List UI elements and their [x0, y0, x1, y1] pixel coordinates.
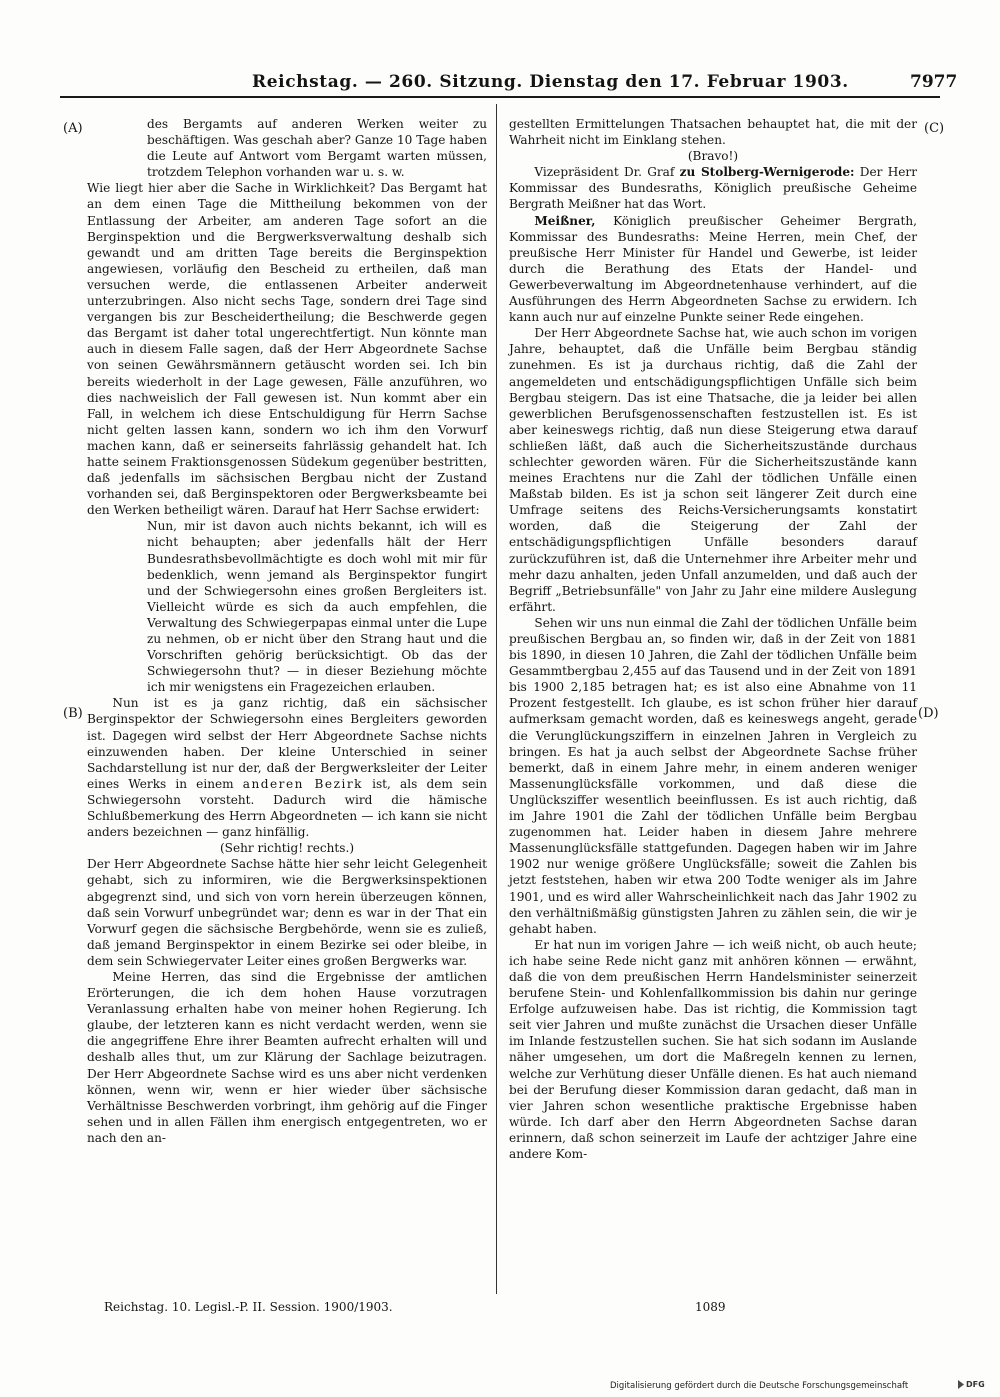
- right-paragraph-1: gestellten Ermittelungen Thatsachen behauptet hat, die mit der Wahrheit nicht im Einklang stehen.: [509, 117, 917, 148]
- right-column: [509, 116, 917, 1162]
- right-interjection: (Bravo!): [687, 149, 739, 164]
- right-paragraph-3: [509, 213, 917, 326]
- left-paragraph-3-part-a: Nun ist es ja ganz richtig, daß ein sächsischer Berginspektor der Schwiegersohn eines Bergleiters geworden ist. Dagegen wird selbst der Herr Abgeordnete Sachse nichts einzuwenden haben. Der kleine Unterschied in seiner Sachdarstellung ist nur der, daß der Bergwerksleiter der Leiter eines Werks in einem: [87, 696, 487, 791]
- speaker-name-president: zu Stolberg-Wernigerode:: [679, 165, 855, 180]
- right-paragraph-3-rest: Königlich preußischer Geheimer Bergrath, Kommissar des Bundesraths: Meine Herren, mein Chef, der preußische Herr Minister für Handel und Gewerbe, ist leider durch die Berathung des Etats der Handel- und Gewerbeverwaltung im Abgeordnetenhause verhindert, auf die Ausführungen des Herrn Abgeordneten Sachse zu erwidern. Ich kann auch nur auf einzelne Punkte seiner Rede eingehen.: [509, 213, 917, 325]
- dfg-wing-icon: [958, 1380, 964, 1389]
- right-paragraph-5: Sehen wir uns nun einmal die Zahl der tödlichen Unfälle beim preußischen Bergbau an, so finden wir, daß in der Zeit von 1881 bis 1890, in diesen 10 Jahren, die Zahl der tödlichen Unfälle beim Gesammtbergbau 2,455 auf das Tausend und in der Zeit von 1891 bis 1900 2,185 betragen hat; es ist also eine Abnahme von 11 Prozent festgestellt. Ich glaube, es ist schon früher hier darauf aufmerksam gemacht worden, daß es keineswegs angeht, gerade die Verunglückungsziffern in einzelnen Jahren in Vergleich zu bringen. Es hat ja auch selbst der Abgeordnete Sachse früher bemerkt, daß in einem Jahre mehr, in einem anderen weniger Massenunglücksfälle vorkommen, und daß diese die Unglücksziffer wesentlich beeinflussen. Es ist auch richtig, daß im Jahre 1901 die Zahl der tödlichen Unfälle beim Bergbau zugenommen hat. Leider haben in diesem Jahre mehrere Massenunglücksfälle stattgefunden. Dagegen haben wir im Jahre 1902 nur wenige größere Unglücksfälle; soweit die Zahlen bis jetzt feststehen, haben wir etwa 200 Todte weniger als im Jahre 1901, und es wird aller Wahrscheinlichkeit nach das Jahr 1902 zu den verhältnißmäßig günstigsten Jahren zu zählen sein, die wir je gehabt haben.: [509, 615, 917, 936]
- left-interjection: (Sehr richtig! rechts.): [219, 841, 355, 856]
- running-head: Reichstag. — 260. Sitzung. Dienstag den 17. Februar 1903.: [252, 72, 849, 92]
- digitization-credit: Digitalisierung gefördert durch die Deutsche Forschungsgemeinschaft: [610, 1381, 909, 1391]
- margin-mark-a: (A): [63, 121, 83, 136]
- left-paragraph-3: [87, 695, 487, 840]
- left-quote: Nun, mir ist davon auch nichts bekannt, ich will es nicht behaupten; aber jedenfalls hält der Herr Bundesrathsbevollmächtigte es doch wohl mit mir für bedenklich, wenn jemand als Berginspektor fungirt und der Schwiegersohn eines großen Bergleiters ist. Vielleicht würde es sich da auch empfehlen, die Verwaltung des Schwiegerpapas einmal unter die Lupe zu nehmen, ob er nicht über den Strang haut und die Vorschriften gehörig berücksichtigt. Ob das der Schwiegersohn thut? — in dieser Beziehung möchte ich mir wenigstens ein Fragezeichen erlauben.: [147, 519, 487, 695]
- footer-citation: Reichstag. 10. Legisl.-P. II. Session. 1900/1903.: [104, 1300, 393, 1314]
- dfg-logo-text: DFG: [966, 1380, 985, 1389]
- left-paragraph-1: des Bergamts auf anderen Werken weiter zu beschäftigen. Was geschah aber? Ganze 10 Tage haben die Leute auf Antwort vom Bergamt warten müssen, trotzdem Telephon vorhanden war u. s. w.: [147, 117, 487, 180]
- right-paragraph-6: Er hat nun im vorigen Jahre — ich weiß nicht, ob auch heute; ich habe seine Rede nicht ganz mit anhören können — erwähnt, daß die von dem preußischen Herrn Handelsminister seinerzeit berufene Stein- und Kohlenfallkommission bis dahin nur geringe Erfolge aufzuweisen habe. Das ist richtig, die Kommission tagt seit vier Jahren und mußte zunächst die Ursachen dieser Unfälle im Inlande festzustellen suchen. Sie hat sich sodann im Auslande näher umgesehen, um dort die Maßregeln kennen zu lernen, welche zur Verhütung dieser Unfälle dienen. Es hat auch niemand bei der Berufung dieser Kommission daran gedacht, daß man in vier Jahren schon wesentliche praktische Ergebnisse haben würde. Ich darf aber den Herrn Abgeordneten Sachse daran erinnern, daß schon seinerzeit im Laufe der achtziger Jahre eine andere Kom-: [509, 937, 917, 1161]
- margin-mark-b: (B): [63, 706, 83, 721]
- margin-mark-d: (D): [918, 706, 939, 721]
- right-paragraph-4: Der Herr Abgeordnete Sachse hat, wie auch schon im vorigen Jahre, behauptet, daß die Unfälle beim Bergbau ständig zunehmen. Es ist ja durchaus richtig, daß die Zahl der angemeldeten und entschädigungspflichtigen Unfälle sich beim Bergbau steigern. Das ist eine Thatsache, die ja leider bei allen gewerblichen Berufsgenossenschaften festzustellen ist. Es ist aber keineswegs richtig, daß nun diese Steigerung etwa darauf schließen läßt, daß auch die Sicherheitszustände durchaus schlechter geworden wären. Für die Sicherheitszustände kann meines Erachtens nur die Zahl der tödlichen Unfälle einen Maßstab bilden. Es ist ja schon seit längerer Zeit durch eine Umfrage seitens des Reichs-Versicherungsamts konstatirt worden, daß die Steigerung der Zahl der entschädigungspflichtigen Unfälle besonders darauf zurückzuführen ist, daß die Unternehmer ihre Arbeiter mehr und mehr dazu anhalten, jeden Unfall anzumelden, und daß auch der Begriff „Betriebsunfälle" von Jahr zu Jahr eine mildere Auslegung erfährt.: [509, 326, 917, 614]
- column-divider: [496, 104, 497, 1294]
- left-paragraph-2: Wie liegt hier aber die Sache in Wirklichkeit? Das Bergamt hat an dem einen Tage die Mittheilung bekommen von der Entlassung der Arbeiter, am anderen Tage sofort an die Berginspektion und die Bergwerksverwaltung deshalb sich gewandt und am dritten Tage bereits die Berginspektion angewiesen, vorläufig den Bescheid zu ertheilen, daß man versuchen werde, die entlassenen Arbeiter anderweit unterzubringen. Also nicht sechs Tage, sondern drei Tage sind vergangen bis zur Bescheidertheilung; die Beschwerde gegen das Bergamt ist daher total ungerechtfertigt. Nun könnte man auch in diesem Falle sagen, daß der Herr Abgeordnete Sachse von seinen Gewährsmännern getäuscht worden sei. Ich bin bereits wiederholt in der Lage gewesen, Fälle anzuführen, wo dies nachweislich der Fall gewesen ist. Nun kommt aber ein Fall, in welchem ich diese Entschuldigung für Herrn Sachse nicht gelten lassen kann, sondern wo ich ihm den Vorwurf machen kann, daß er seinerseits fahrlässig gehandelt hat. Ich hatte seinem Fraktionsgenossen Südekum gegenüber bestritten, daß jedenfalls im sächsischen Bergbau nicht der Zustand vorhanden sei, daß Berginspektoren oder Bergwerksbeamte bei den Werken betheiligt wären. Darauf hat Herr Sachse erwidert:: [87, 181, 487, 518]
- speaker-title: Vizepräsident Dr. Graf: [534, 165, 680, 180]
- dfg-logo-icon: [958, 1379, 986, 1390]
- right-paragraph-2-rest: Der Herr Kommissar des Bundesraths, Königlich preußische Geheime Bergrath Meißner hat das Wort.: [509, 165, 917, 212]
- left-paragraph-3-part-b: ist, als dem sein Schwiegersohn vorsteht. Dadurch wird die hämische Schlußbemerkung des Herrn Abgeordneten — ich kann sie nicht anders bezeichnen — ganz hinfällig.: [87, 776, 487, 840]
- left-paragraph-4: Der Herr Abgeordnete Sachse hätte hier sehr leicht Gelegenheit gehabt, sich zu informiren, wie die Bergwerksinspektionen abgegrenzt sind, und sich von vorn herein überzeugen können, daß sein Vorwurf unbegründet war; denn es war in der That ein Vorwurf gegen die sächsische Bergbehörde, wenn sie es zuließ, daß jemand Berginspektor in einem Bezirke sei oder bleibe, in dem sein Schwiegervater Leiter eines großen Bergwerks war.: [87, 857, 487, 968]
- page-number: 7977: [910, 72, 958, 92]
- speaker-name-meissner: Meißner,: [534, 213, 596, 228]
- left-column: [87, 116, 487, 1146]
- margin-mark-c: (C): [924, 121, 945, 136]
- header-rule: [60, 96, 940, 98]
- left-paragraph-3-emphasis: anderen Bezirk: [242, 776, 363, 791]
- left-paragraph-5: Meine Herren, das sind die Ergebnisse der amtlichen Erörterungen, die ich dem hohen Hause vorzutragen Veranlassung erhalten habe von meiner hohen Regierung. Ich glaube, der letzteren kann es nicht verdacht werden, wenn sie die angegriffene Ehre ihrer Beamten aufrecht erhalten will und deshalb alles thut, um zur Klärung der Sachlage beizutragen. Der Herr Abgeordnete Sachse wird es uns aber nicht verdenken können, wenn wir, wenn er hier wieder über sächsische Verhältnisse Beschwerden vorbringt, ihm gehörig auf die Finger sehen und in allen Fällen ihm energisch entgegentreten, wo er nach den an-: [87, 969, 487, 1145]
- sheet-number: 1089: [695, 1300, 726, 1314]
- right-paragraph-2: [509, 164, 917, 212]
